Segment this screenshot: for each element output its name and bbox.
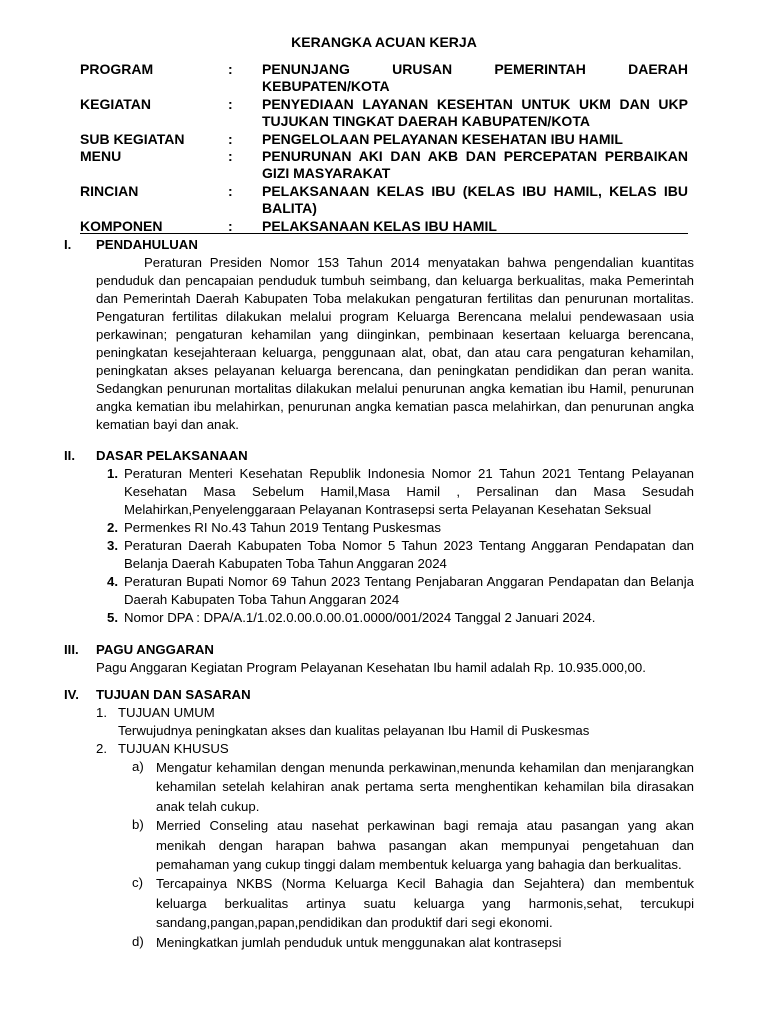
header-key: KOMPONEN [80,218,163,234]
header-row [80,131,688,148]
section-heading [64,447,694,465]
item-text: Peraturan Menteri Kesehatan Republik Indonesia Nomor 21 Tahun 2021 Tentang Pelayanan Kesehatan Masa Sebelum Hamil,Masa Hamil , Persalinan dan Masa Sesudah Melahirkan,Penyelenggaraan Pelayanan Kontrasepsi serta Pelayanan Kesehatan Seksual [124,466,694,517]
header-row [80,61,688,95]
item-number: 3. [107,538,118,553]
item-number: 1. [107,466,118,481]
header-key: MENU [80,148,122,164]
section-pagu-anggaran [64,641,694,677]
header-value: PENUNJANG URUSAN PEMERINTAH DAERAH KEBUPATEN/KOTA [262,61,688,94]
header-key: SUB KEGIATAN [80,131,185,147]
section-numeral: II. [64,448,75,463]
item-letter: c) [132,875,143,891]
item-number: 4. [107,574,118,589]
section-tujuan-sasaran [64,686,694,952]
item-text: Nomor DPA : DPA/A.1/1.02.0.00.0.00.01.0000/001/2024 Tanggal 2 Januari 2024. [124,610,596,625]
list-item [96,519,694,537]
document-title: KERANGKA ACUAN KERJA [291,34,477,50]
section-heading [64,236,694,254]
header-row [80,96,688,130]
header-row [80,148,688,182]
list-item [96,465,694,519]
item-number: 2. [107,520,118,535]
item-letter: a) [132,759,144,774]
list-item [96,573,694,609]
section-title: PENDAHULUAN [96,237,198,252]
header-value: PENYEDIAAN LAYANAN KESEHTAN UNTUK UKM DAN UKP TUJUKAN TINGKAT DAERAH KABUPATEN/KOTA [262,96,688,129]
objective-heading: TUJUAN KHUSUS [118,741,229,756]
item-text: Peraturan Daerah Kabupaten Toba Nomor 5 Tahun 2023 Tentang Anggaran Pendapatan dan Belanja Daerah Kabupaten Toba Tahun Anggaran 2024 [124,538,694,571]
item-text: Permenkes RI No.43 Tahun 2019 Tentang Puskesmas [124,520,441,535]
list-item [132,933,694,952]
section-numeral: IV. [64,687,79,702]
item-number: 1. [96,705,107,720]
section-heading [64,686,694,704]
item-number: 5. [107,610,118,625]
list-item [96,609,694,627]
header-divider [80,233,688,234]
header-value: PELAKSANAAN KELAS IBU HAMIL [262,218,497,234]
item-text: Tercapainya NKBS (Norma Keluarga Kecil Bahagia dan Sejahtera) dan membentuk keluarga berkualitas artinya suatu keluarga yang harmonis,sehat, tercukupi sandang,pangan,papan,pendidikan dan produktif dari segi ekonomi. [156,876,694,931]
list-item [132,816,694,874]
objective-heading: TUJUAN UMUM [118,705,215,720]
list-item [132,874,694,932]
section-numeral: III. [64,642,79,657]
section-dasar-pelaksanaan [64,447,694,627]
item-letter: b) [132,817,144,833]
header-colon: : [228,96,233,112]
header-colon: : [228,183,233,199]
header-colon: : [228,218,233,234]
header-key: KEGIATAN [80,96,152,112]
objective-general-text: Terwujudnya peningkatan akses dan kualitas pelayanan Ibu Hamil di Puskesmas [118,723,590,738]
item-text: Merried Conseling atau nasehat perkawinan bagi remaja atau pasangan yang akan menikah dengan harapan bahwa pasangan akan mempunyai pengetahuan dan pemahaman yang cukup tinggi dalam membentuk keluarga yang bahagia dan berkualitas. [156,818,694,873]
objective-general [96,704,694,722]
header-key: RINCIAN [80,183,139,199]
item-letter: d) [132,933,144,949]
objective-specific [96,740,694,758]
header-colon: : [228,61,233,77]
section-title: TUJUAN DAN SASARAN [96,687,251,702]
header-table [80,61,688,235]
item-text: Mengatur kehamilan dengan menunda perkawinan,menunda kehamilan dan menjarangkan kehamilan setelah kelahiran anak pertama serta menghentikan kehamilan bila dirasakan anak telah cukup. [156,760,694,814]
header-value: PELAKSANAAN KELAS IBU (KELAS IBU HAMIL, KELAS IBU BALITA) [262,183,688,216]
objectives-list [96,704,694,952]
specific-objectives-list [132,758,694,952]
section-heading [64,641,694,659]
header-colon: : [228,148,233,164]
section-numeral: I. [64,237,72,252]
item-number: 2. [96,741,107,756]
section-title: PAGU ANGGARAN [96,642,214,657]
header-value: PENGELOLAAN PELAYANAN KESEHATAN IBU HAMIL [262,131,623,147]
section-paragraph: Peraturan Presiden Nomor 153 Tahun 2014 menyatakan bahwa pengendalian kuantitas penduduk dan pencapaian penduduk tumbuh seimbang, dan keluarga berkualitas, maka Pemerintah dan Pemerintah Daerah Kabupaten Toba melakukan pengaturan fertilitas dan penurunan mortalitas. Pengaturan fertilitas dilakukan melalui program Keluarga Berencana melalui pendewasaan usia perkawinan; pengaturan kehamilan yang diinginkan, pembinaan kesertaan keluarga berencana, peningkatan kesejahteraan keluarga, penggunaan alat, obat, dan atau cara pengaturan kehamilan, peningkatan akses pelayanan keluarga berencana, dan peningkatan pendidikan dan peran wanita. Sedangkan penurunan mortalitas dilakukan melalui penurunan angka kematian ibu Hamil, penurunan angka kematian ibu melahirkan, penurunan angka kematian pasca melahirkan, dan penurunan angka kematian bayi dan anak. [96,255,694,432]
item-text: Peraturan Bupati Nomor 69 Tahun 2023 Tentang Penjabaran Anggaran Pendapatan dan Belanja Daerah Kabupaten Toba Tahun Anggaran 2024 [124,574,694,607]
list-item [132,758,694,816]
budget-text: Pagu Anggaran Kegiatan Program Pelayanan Kesehatan Ibu hamil adalah Rp. 10.935.000,00. [96,660,646,675]
header-colon: : [228,131,233,147]
section-title: DASAR PELAKSANAAN [96,448,248,463]
section-pendahuluan [64,236,694,434]
header-value: PENURUNAN AKI DAN AKB DAN PERCEPATAN PERBAIKAN GIZI MASYARAKAT [262,148,688,181]
header-key: PROGRAM [80,61,154,77]
list-item [96,537,694,573]
header-row [80,183,688,217]
item-text: Meningkatkan jumlah penduduk untuk menggunakan alat kontrasepsi [156,934,562,950]
legal-basis-list [96,465,694,627]
